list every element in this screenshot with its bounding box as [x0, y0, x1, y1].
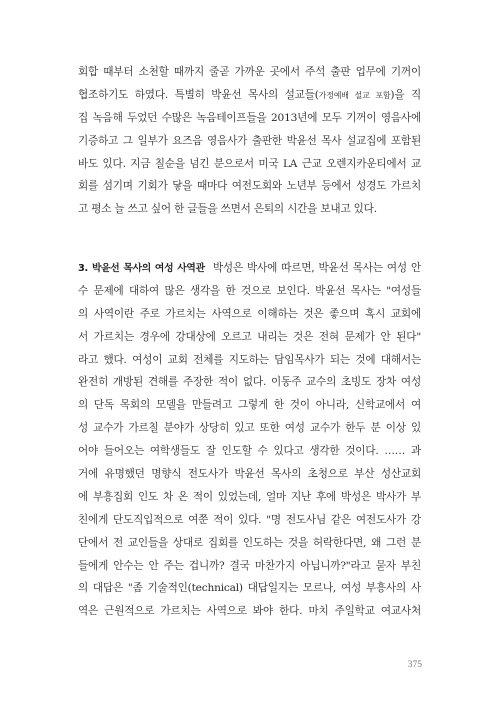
parenthetical-note: 가정예배 설교 포함	[318, 90, 391, 100]
text-line: 서 가르치는 경우에 강대상에 오르고 내리는 것은 전혀 문제가 안 된다"	[78, 330, 421, 343]
text-segment: 박성은 박사에 따르면, 박윤선 목사는 여성 안	[212, 262, 421, 274]
text-line: 바도 있다. 지금 칠순을 넘긴 분으로서 미국 LA 근교 오렌지카운티에서 교	[78, 157, 421, 170]
text-line: 완전히 개방된 견해를 주장한 적이 없다. 이동주 교수의 초빙도 장차 여성	[78, 376, 421, 389]
text-line: 회를 섬기며 기회가 닿을 때마다 여전도회와 노년부 등에서 성경도 가르치	[78, 180, 421, 193]
text-line: 의 단독 목회의 모델을 만들려고 그렇게 한 것이 아니라, 신학교에서 여	[78, 399, 421, 412]
text-line: 단에서 전 교인들을 상대로 집회를 인도하는 것을 허락한다면, 왜 그런 분	[78, 536, 421, 549]
text-line: 친에게 단도직입적으로 여쭌 적이 있다. "명 전도사님 같은 여전도사가 강	[78, 513, 421, 526]
text-line: 의 대답은 "좀 기술적인(technical) 대답일지는 모르나, 여성 부흥사의 사	[78, 582, 421, 595]
text-line: 어야 들어오는 여학생들도 잘 인도할 수 있다고 생각한 것이다. …… 과	[78, 445, 421, 458]
paragraph-2	[78, 257, 421, 623]
text-line: 에 부흥집회 인도 차 온 적이 있었는데, 얼마 지난 후에 박성은 박사가 부	[78, 490, 421, 503]
text-line: 의 사역이란 주로 가르치는 사역으로 이해하는 것은 좋으며 혹시 교회에	[78, 307, 421, 320]
text-line-with-note	[78, 84, 421, 107]
text-line: 들에게 안수는 안 주는 겁니까? 결국 마찬가지 아닙니까?"라고 묻자 부친	[78, 559, 421, 572]
section-heading: 3. 박윤선 목사의 여성 사역관	[78, 263, 205, 274]
text-line: 라고 했다. 여성이 교회 전체를 지도하는 담임목사가 되는 것에 대해서는	[78, 353, 421, 366]
page-number: 375	[407, 660, 422, 670]
text-line: 집 녹음해 두었던 수많은 녹음테이프들을 2013년에 모두 기꺼이 영음사에	[78, 111, 421, 124]
text-line: 성 교수가 가르칠 분야가 상당히 있고 또한 여성 교수가 한두 분 이상 있	[78, 422, 421, 435]
text-segment: )을 직	[390, 88, 421, 101]
text-line: 거에 유명했던 명향식 전도사가 박윤선 목사의 초청으로 부산 성산교회	[78, 468, 421, 481]
text-line: 기증하고 그 일부가 요즈음 영음사가 출판한 박윤선 목사 설교집에 포함된	[78, 134, 421, 147]
text-line: 고 평소 늘 쓰고 싶어 한 글들을 쓰면서 은퇴의 시간을 보내고 있다.	[78, 203, 377, 216]
text-segment: 협조하기도 하였다. 특별히 박윤선 목사의 설교들(	[78, 88, 319, 101]
text-line: 회합 때부터 소천할 때까지 줄곧 가까운 곳에서 주석 출판 업무에 기꺼이	[78, 66, 421, 78]
text-line-with-heading	[78, 257, 421, 280]
text-line: 역은 근원적으로 가르치는 사역으로 봐야 한다. 마치 주일학교 여교사처	[78, 605, 421, 618]
paragraph-1	[78, 61, 421, 221]
text-line: 수 문제에 대하여 많은 생각을 한 것으로 보인다. 박윤선 목사는 "여성들	[78, 284, 421, 297]
